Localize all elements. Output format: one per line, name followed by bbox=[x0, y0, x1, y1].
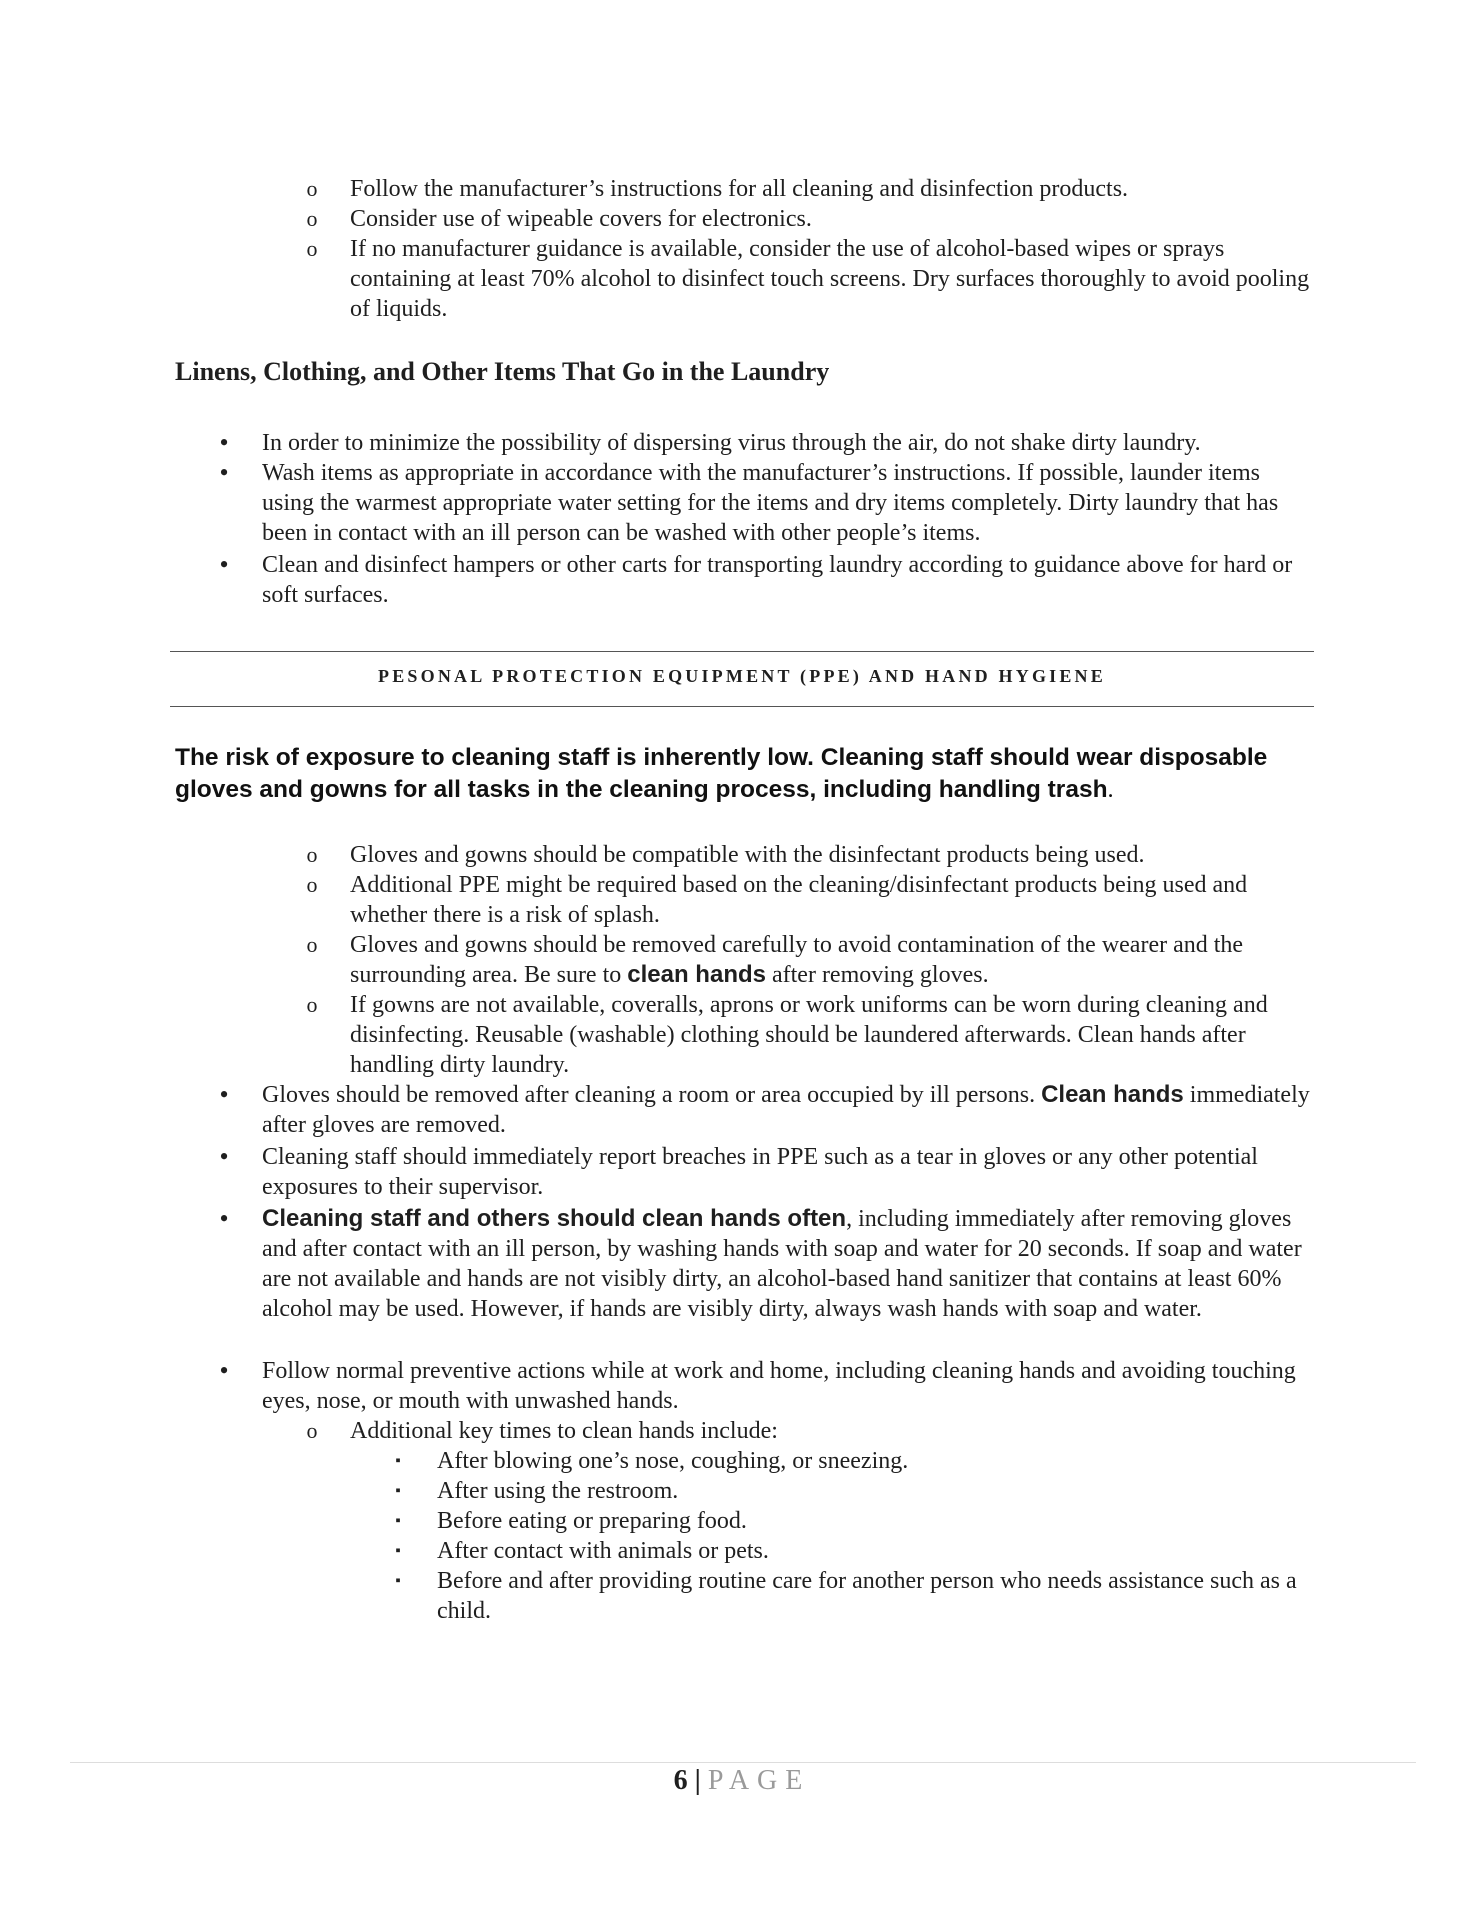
list-marker: o bbox=[306, 206, 318, 231]
list-marker: • bbox=[219, 458, 229, 487]
list-item-text bbox=[262, 1080, 1310, 1140]
emphasis-clean-hands-often: Cleaning staff and others should clean hands often bbox=[262, 1205, 847, 1232]
section-divider-top bbox=[170, 651, 1314, 652]
list-item-text: After blowing one’s nose, coughing, or sneezing. bbox=[437, 1448, 909, 1474]
text-segment: immediately after gloves are removed. bbox=[262, 1082, 1310, 1138]
list-item-text: Consider use of wipeable covers for electronics. bbox=[350, 206, 812, 232]
list-item-text bbox=[262, 1204, 1310, 1324]
ppe-intro bbox=[175, 742, 1315, 806]
list-marker: ▪ bbox=[395, 1483, 401, 1499]
page-label: PAGE bbox=[707, 1765, 811, 1796]
list-item-text: Additional PPE might be required based on the cleaning/disinfectant products being used and whether there is a risk of splash. bbox=[350, 872, 1248, 928]
list-item-text: Additional key times to clean hands include: bbox=[350, 1418, 778, 1444]
list-marker: o bbox=[306, 842, 318, 867]
list-item-text: Follow normal preventive actions while at work and home, including cleaning hands and avoiding touching eyes, nose, or mouth with unwashed hands. bbox=[262, 1358, 1296, 1414]
emphasis-clean-hands: Clean hands bbox=[1041, 1081, 1184, 1108]
list-item-text: Clean and disinfect hampers or other carts for transporting laundry according to guidance above for hard or soft surfaces. bbox=[262, 552, 1293, 608]
list-marker: • bbox=[219, 428, 229, 457]
section-divider-bottom bbox=[170, 706, 1314, 707]
list-marker: • bbox=[219, 1080, 229, 1109]
page-footer bbox=[0, 1766, 1484, 1796]
list-marker: o bbox=[306, 1418, 318, 1443]
section-title-ppe: PESONAL PROTECTION EQUIPMENT (PPE) AND HAND HYGIENE bbox=[378, 666, 1106, 686]
list-marker: o bbox=[306, 992, 318, 1017]
list-marker: ▪ bbox=[395, 1513, 401, 1529]
list-item-text: Wash items as appropriate in accordance with the manufacturer’s instructions. If possible, launder items using the warmest appropriate water setting for the items and dry items completely. Dirty laundry that has been in contact with an ill person can be washed with other people’s items. bbox=[262, 460, 1279, 546]
list-item-text: Before eating or preparing food. bbox=[437, 1508, 747, 1534]
list-marker: • bbox=[219, 1204, 229, 1233]
list-marker: • bbox=[219, 550, 229, 579]
list-marker: o bbox=[306, 176, 318, 201]
emphasis-clean-hands: clean hands bbox=[627, 961, 766, 988]
list-marker: • bbox=[219, 1142, 229, 1171]
text-segment: Gloves and gowns should be removed carefully to avoid contamination of the wearer and the surrounding area. Be sure to bbox=[350, 932, 1244, 988]
list-item-text: Before and after providing routine care for another person who needs assistance such as a child. bbox=[437, 1568, 1297, 1624]
list-marker: ▪ bbox=[395, 1573, 401, 1589]
list-item-text: After using the restroom. bbox=[437, 1478, 679, 1504]
list-marker: • bbox=[219, 1356, 229, 1385]
list-item-text: After contact with animals or pets. bbox=[437, 1538, 769, 1564]
list-marker: ▪ bbox=[395, 1543, 401, 1559]
list-item-text: If no manufacturer guidance is available, consider the use of alcohol-based wipes or sprays containing at least 70% alcohol to disinfect touch screens. Dry surfaces thoroughly to avoid pooling of liquids. bbox=[350, 236, 1310, 322]
text-segment: after removing gloves. bbox=[765, 962, 989, 988]
list-marker: ▪ bbox=[395, 1453, 401, 1469]
list-item-text: In order to minimize the possibility of dispersing virus through the air, do not shake dirty laundry. bbox=[262, 430, 1201, 456]
list-item-text bbox=[350, 930, 1310, 990]
list-marker: o bbox=[306, 932, 318, 957]
ppe-intro-end: . bbox=[1107, 776, 1114, 803]
text-segment: , including immediately after removing gloves and after contact with an ill person, by washing hands with soap and water for 20 seconds. If soap and water are not available and hands are not visibly dirty, an alcohol-based hand sanitizer that contains at least 60% alcohol may be used. However, if hands are visibly dirty, always wash hands with soap and water. bbox=[262, 1206, 1302, 1322]
section-heading-laundry: Linens, Clothing, and Other Items That Go in the Laundry bbox=[175, 357, 830, 386]
list-marker: o bbox=[306, 872, 318, 897]
list-item-text: Cleaning staff should immediately report breaches in PPE such as a tear in gloves or any other potential exposures to their supervisor. bbox=[262, 1144, 1258, 1200]
footer-divider bbox=[70, 1762, 1416, 1763]
list-item-text: Follow the manufacturer’s instructions for all cleaning and disinfection products. bbox=[350, 176, 1129, 202]
ppe-intro-bold: The risk of exposure to cleaning staff is inherently low. Cleaning staff should wear disposable gloves and gowns for all tasks in the cleaning process, including handling trash bbox=[175, 744, 1268, 803]
footer-separator: | bbox=[694, 1765, 702, 1796]
list-item-text: Gloves and gowns should be compatible with the disinfectant products being used. bbox=[350, 842, 1145, 868]
list-item-text: If gowns are not available, coveralls, aprons or work uniforms can be worn during cleaning and disinfecting. Reusable (washable) clothing should be laundered afterwards. Clean hands after handling dirty laundry. bbox=[350, 992, 1268, 1078]
page-number: 6 bbox=[673, 1765, 689, 1796]
list-marker: o bbox=[306, 236, 318, 261]
text-segment: Gloves should be removed after cleaning a room or area occupied by ill persons. bbox=[262, 1082, 1042, 1108]
